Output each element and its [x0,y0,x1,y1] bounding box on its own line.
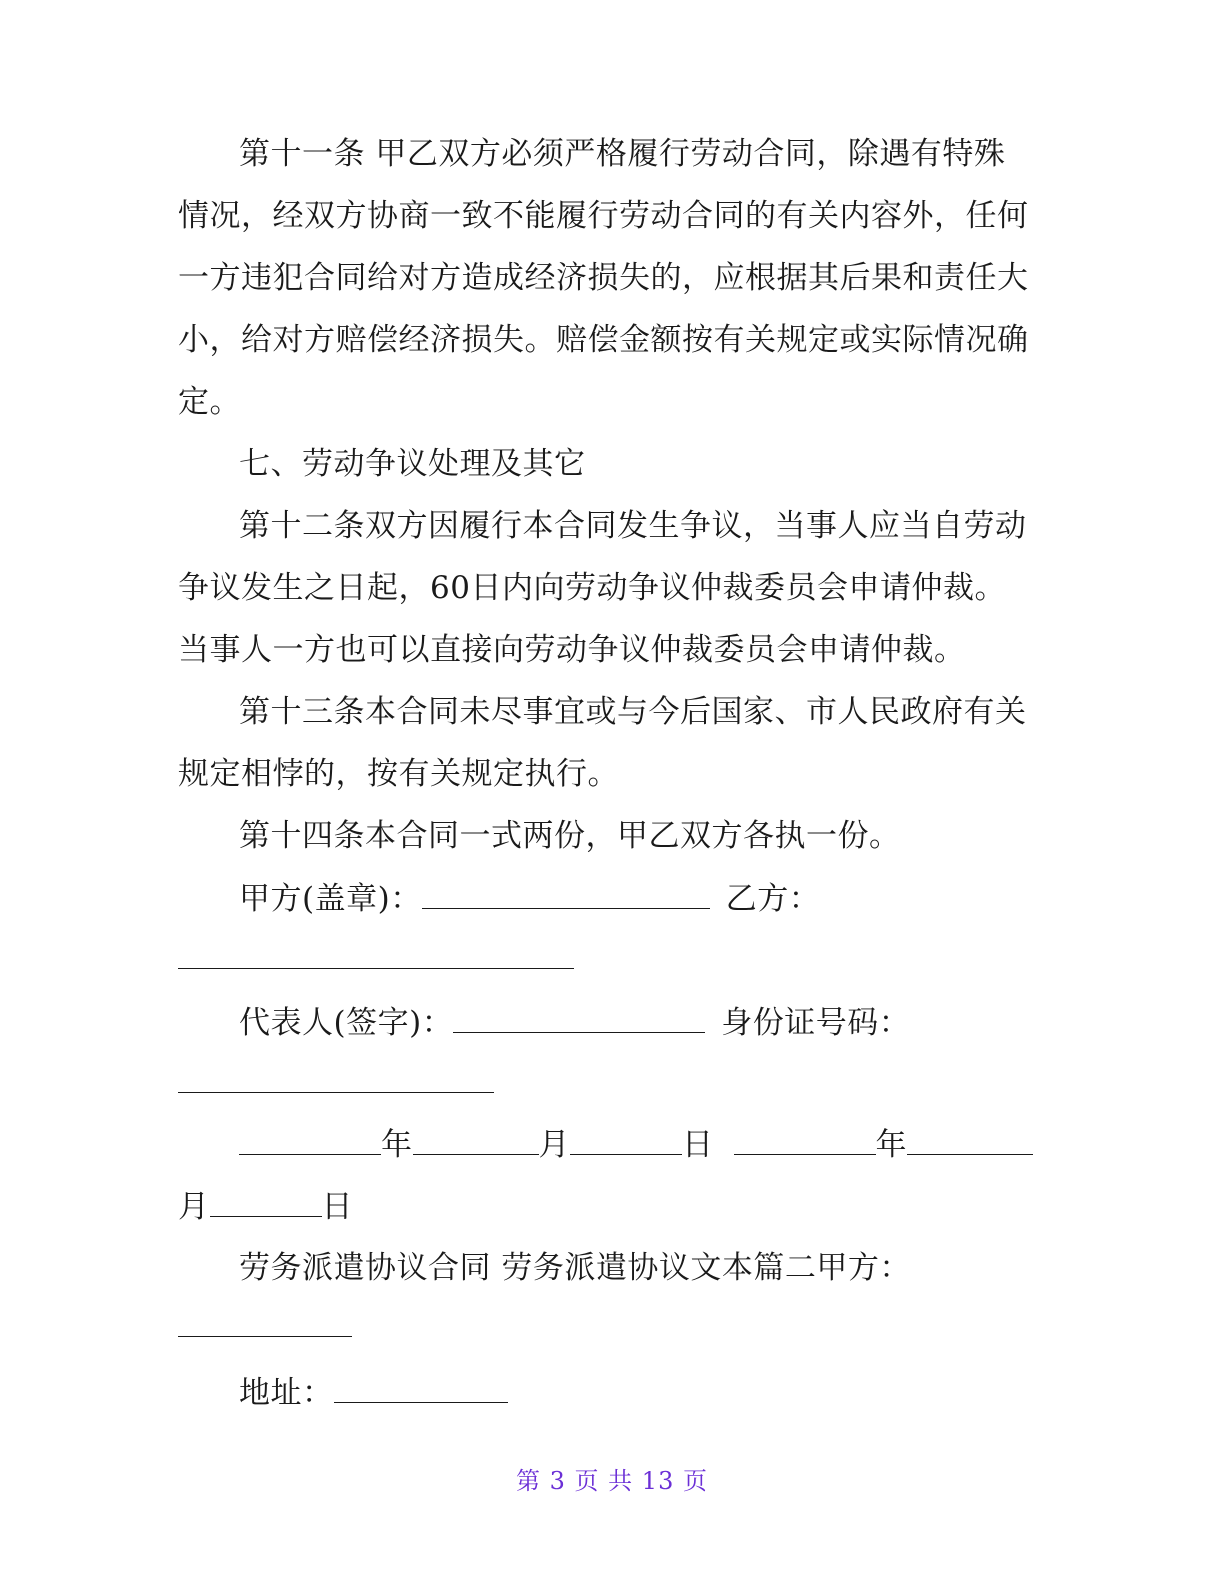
representative-row [239,1002,910,1043]
next-doc-title: 劳务派遣协议合同 劳务派遣协议文本篇二甲方： [239,1250,911,1286]
article-12-line-3: 当事人一方也可以直接向劳动争议仲裁委员会申请仲裁。 [178,632,966,668]
date-a-year-blank[interactable] [239,1124,381,1155]
party-b-label: 乙方： [725,881,821,917]
party-b-blank[interactable] [178,938,574,969]
date-a-month-label: 月 [538,1127,570,1163]
date-row-continued [178,1186,353,1227]
article-11-line-5: 定。 [178,384,241,420]
representative-label: 代表人(签字)： [239,1005,454,1041]
party-b-blank-line [178,938,574,979]
next-doc-party-a-blank[interactable] [178,1306,352,1337]
address-row [239,1372,508,1413]
article-11-line-2: 情况，经双方协商一致不能履行劳动合同的有关内容外，任何 [178,198,1029,234]
article-11-line-3: 一方违犯合同给对方造成经济损失的，应根据其后果和责任大 [178,260,1029,296]
article-11-line-4: 小，给对方赔偿经济损失。赔偿金额按有关规定或实际情况确 [178,322,1029,358]
date-a-day-blank[interactable] [570,1124,682,1155]
party-a-label: 甲方(盖章)： [239,881,422,917]
date-a-day-label: 日 [682,1127,714,1163]
representative-blank[interactable] [453,1002,705,1033]
article-14: 第十四条本合同一式两份，甲乙双方各执一份。 [239,818,901,854]
date-a-month-blank[interactable] [413,1124,539,1155]
address-label: 地址： [239,1375,334,1411]
date-b-month-label: 月 [178,1189,210,1225]
id-number-blank[interactable] [178,1062,494,1093]
date-a-year-label: 年 [381,1127,413,1163]
article-12-line-2: 争议发生之日起，60日内向劳动争议仲裁委员会申请仲裁。 [178,570,1006,606]
date-b-day-blank[interactable] [210,1186,322,1217]
date-b-year-label: 年 [875,1127,907,1163]
date-b-month-blank[interactable] [907,1124,1033,1155]
article-11-line-1: 第十一条 甲乙双方必须严格履行劳动合同，除遇有特殊 [239,136,1006,172]
section-7-heading: 七、劳动争议处理及其它 [239,446,586,482]
next-doc-party-a-blank-line [178,1306,352,1347]
article-12-line-1: 第十二条双方因履行本合同发生争议，当事人应当自劳动 [239,508,1027,544]
date-b-day-label: 日 [321,1189,353,1225]
id-number-blank-line [178,1062,494,1103]
article-13-line-2: 规定相悖的，按有关规定执行。 [178,756,619,792]
party-signature-row [239,878,820,919]
id-number-label: 身份证号码： [721,1005,911,1041]
date-b-year-blank[interactable] [734,1124,876,1155]
date-row [239,1124,1033,1165]
page-number-footer: 第 3 页 共 13 页 [516,1467,708,1495]
address-blank[interactable] [334,1372,508,1403]
party-a-blank[interactable] [422,878,710,909]
article-13-line-1: 第十三条本合同未尽事宜或与今后国家、市人民政府有关 [239,694,1027,730]
